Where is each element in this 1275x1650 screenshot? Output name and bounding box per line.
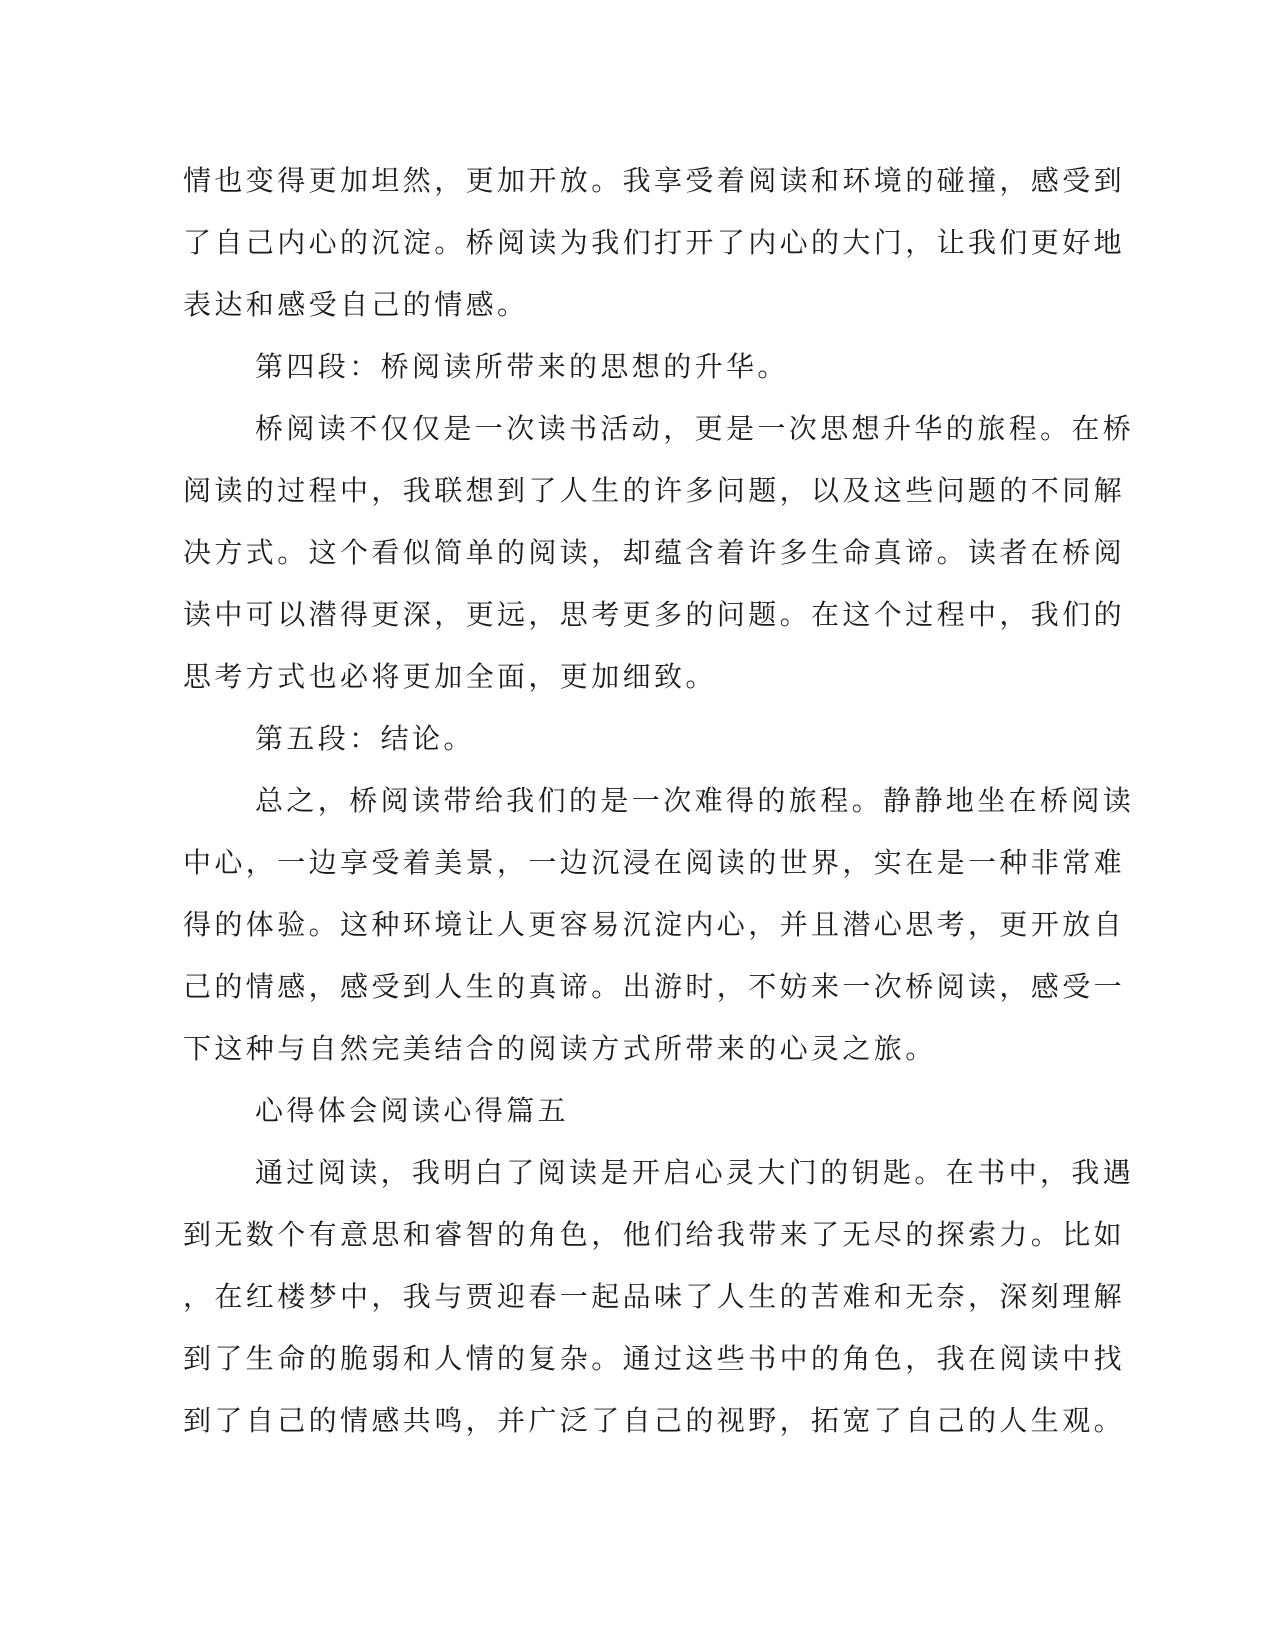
text-line: ，在红楼梦中，我与贾迎春一起品味了人生的苦难和无奈，深刻理解 [183, 1280, 1126, 1313]
text-line: 表达和感受自己的情感。 [183, 288, 529, 321]
text-line: 己的情感，感受到人生的真谛。出游时，不妨来一次桥阅读，感受一 [183, 970, 1126, 1003]
article-title [183, 1080, 1043, 1142]
paragraph-conclusion [183, 770, 1135, 1080]
text-line: 阅读的过程中，我联想到了人生的许多问题，以及这些问题的不同解 [183, 474, 1126, 507]
document-body [183, 150, 1135, 1452]
text-line: 到了自己的情感共鸣，并广泛了自己的视野，拓宽了自己的人生观。 [183, 1404, 1126, 1437]
section-heading-5 [183, 708, 1043, 770]
text-line: 读中可以潜得更深，更远，思考更多的问题。在这个过程中，我们的 [183, 598, 1126, 631]
paragraph-article-body [183, 1142, 1135, 1452]
text-line: 中心，一边享受着美景，一边沉浸在阅读的世界，实在是一种非常难 [183, 846, 1126, 879]
text-line: 下这种与自然完美结合的阅读方式所带来的心灵之旅。 [183, 1032, 937, 1065]
text-line: 总之，桥阅读带给我们的是一次难得的旅程。静静地坐在桥阅读 [255, 784, 1135, 817]
section-heading-4 [183, 336, 1043, 398]
text-line: 了自己内心的沉淀。桥阅读为我们打开了内心的大门，让我们更好地 [183, 226, 1126, 259]
paragraph-continuation [183, 150, 1126, 336]
text-line: 桥阅读不仅仅是一次读书活动，更是一次思想升华的旅程。在桥 [255, 412, 1135, 445]
heading-text: 第五段：结论。 [255, 722, 475, 755]
heading-text: 第四段：桥阅读所带来的思想的升华。 [255, 350, 789, 383]
paragraph-section-4 [183, 398, 1135, 708]
text-line: 决方式。这个看似简单的阅读，却蕴含着许多生命真谛。读者在桥阅 [183, 536, 1126, 569]
text-line: 情也变得更加坦然，更加开放。我享受着阅读和环境的碰撞，感受到 [183, 164, 1126, 197]
text-line: 到无数个有意思和睿智的角色，他们给我带来了无尽的探索力。比如 [183, 1218, 1126, 1251]
title-text: 心得体会阅读心得篇五 [255, 1094, 570, 1127]
text-line: 思考方式也必将更加全面，更加细致。 [183, 660, 717, 693]
text-line: 通过阅读，我明白了阅读是开启心灵大门的钥匙。在书中，我遇 [255, 1156, 1135, 1189]
text-line: 得的体验。这种环境让人更容易沉淀内心，并且潜心思考，更开放自 [183, 908, 1126, 941]
text-line: 到了生命的脆弱和人情的复杂。通过这些书中的角色，我在阅读中找 [183, 1342, 1126, 1375]
